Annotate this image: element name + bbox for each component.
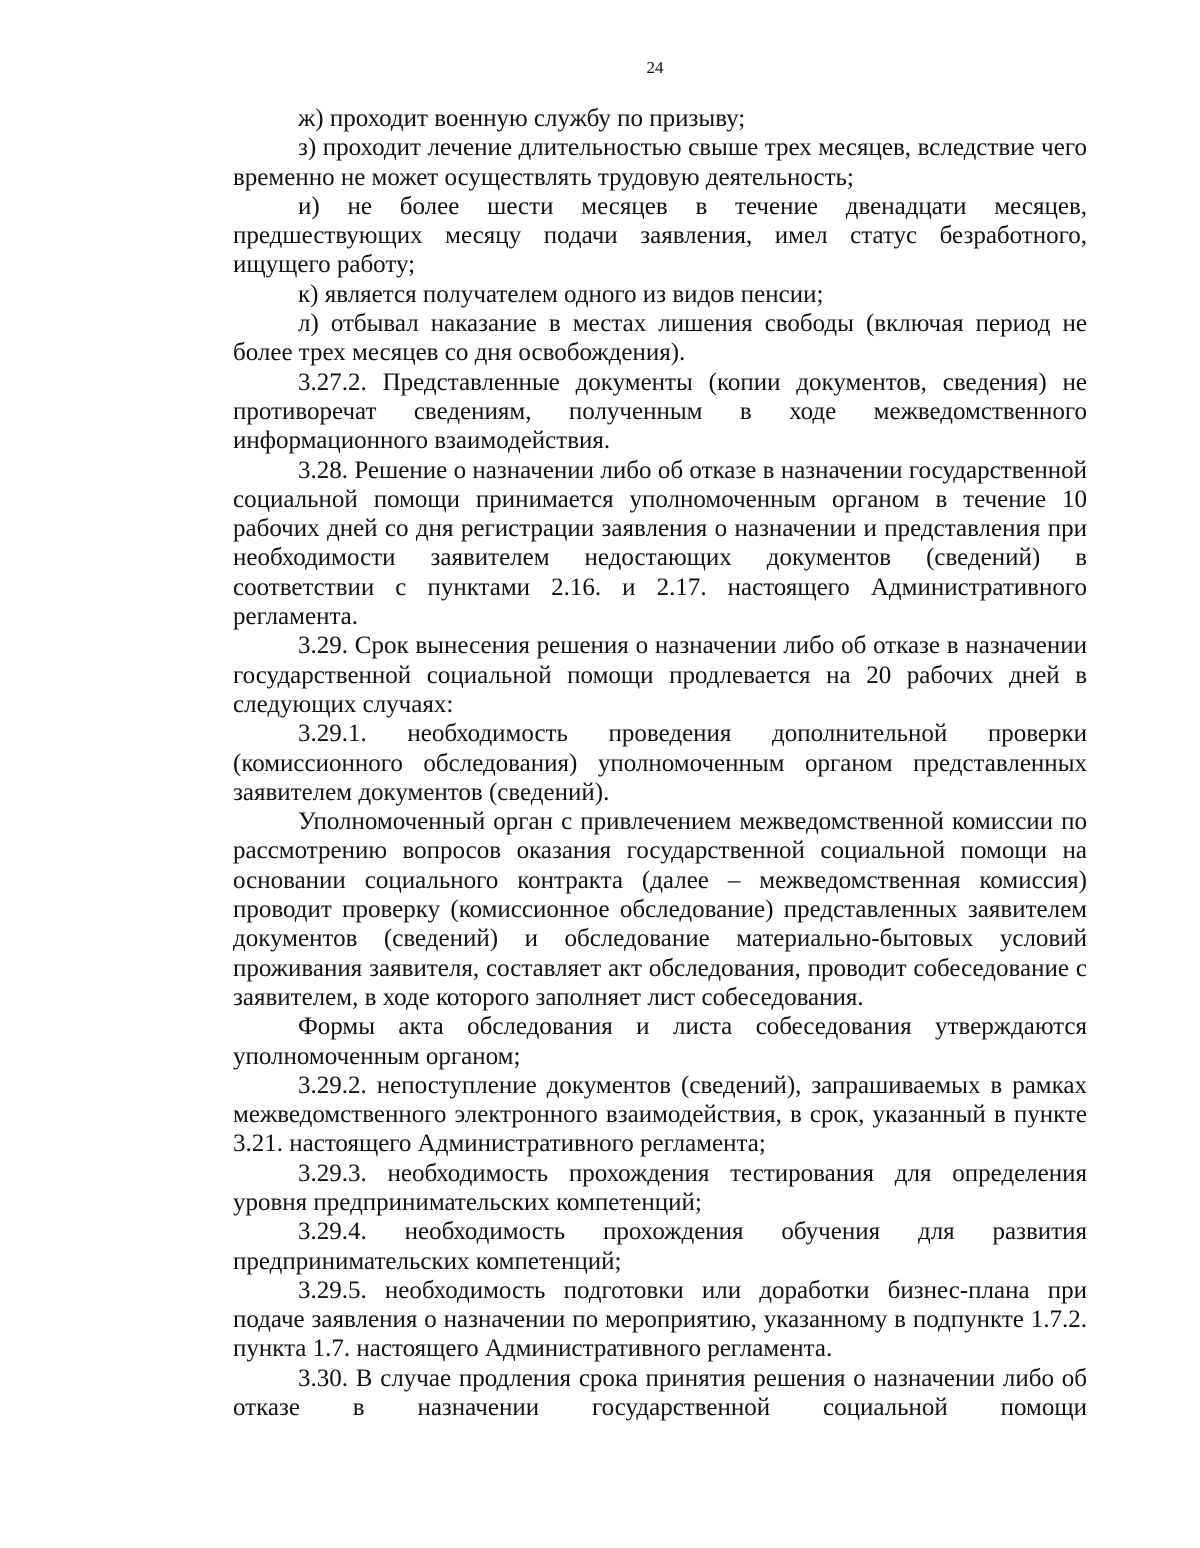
paragraph: з) проходит лечение длительностью свыше трех месяцев, вследствие чего временно не может осуществлять трудовую деятельность; (233, 134, 1087, 191)
paragraph: 3.30. В случае продления срока принятия решения о назначении либо об отказе в назначении государственной социальной помощи (233, 1364, 1087, 1422)
paragraph: 3.28. Решение о назначении либо об отказе в назначении государственной социальной помощи принимается уполномоченным органом в течение 10 рабочих дней со дня регистрации заявления о назначении и представления при необходимости заявителем недостающих документов (сведений) в соответствии с пунктами 2.16. и 2.17. настоящего Административного регламента. (233, 456, 1087, 631)
paragraph: 3.27.2. Представленные документы (копии документов, сведения) не противоречат сведениям, полученным в ходе межведомственного информационного взаимодействия. (233, 368, 1087, 455)
paragraph: и) не более шести месяцев в течение двенадцати месяцев, предшествующих месяцу подачи заявления, имел статус безработного, ищущего работу; (233, 192, 1087, 279)
paragraph: 3.29.1. необходимость проведения дополнительной проверки (комиссионного обследования) уполномоченным органом представленных заявителем документов (сведений). (233, 720, 1087, 806)
paragraph: л) отбывал наказание в местах лишения свободы (включая период не более трех месяцев со дня освобождения). (233, 310, 1087, 367)
paragraph: Уполномоченный орган с привлечением межведомственной комиссии по рассмотрению вопросов оказания государственной социальной помощи на основании социального контракта (далее – межведомственная комиссия) проводит проверку (комиссионное обследование) представленных заявителем документов (сведений) и обследование материально-бытовых условий проживания заявителя, составляет акт обследования, проводит собеседование с заявителем, в ходе которого заполняет лист собеседования. (233, 808, 1087, 1011)
page-number: 24 (646, 58, 664, 77)
paragraph: Формы акта обследования и листа собеседования утверждаются уполномоченным органом; (233, 1013, 1087, 1070)
paragraph: ж) проходит военную службу по призыву; (298, 105, 746, 132)
paragraph: 3.29. Срок вынесения решения о назначении либо об отказе в назначении государственной социальной помощи продлевается на 20 рабочих дней в следующих случаях: (233, 632, 1087, 718)
paragraph: 3.29.4. необходимость прохождения обучения для развития предпринимательских компетенций; (233, 1218, 1087, 1275)
document-body (233, 104, 1087, 1422)
paragraph: 3.29.5. необходимость подготовки или доработки бизнес-плана при подаче заявления о назначении по мероприятию, указанному в подпункте 1.7.2. пункта 1.7. настоящего Административного регламента. (233, 1276, 1087, 1363)
paragraph: 3.29.3. необходимость прохождения тестирования для определения уровня предпринимательских компетенций; (233, 1159, 1087, 1216)
paragraph: к) является получателем одного из видов пенсии; (298, 280, 824, 308)
paragraph: 3.29.2. непоступление документов (сведений), запрашиваемых в рамках межведомственного электронного взаимодействия, в срок, указанный в пункте 3.21. настоящего Административного регламента; (233, 1071, 1087, 1158)
